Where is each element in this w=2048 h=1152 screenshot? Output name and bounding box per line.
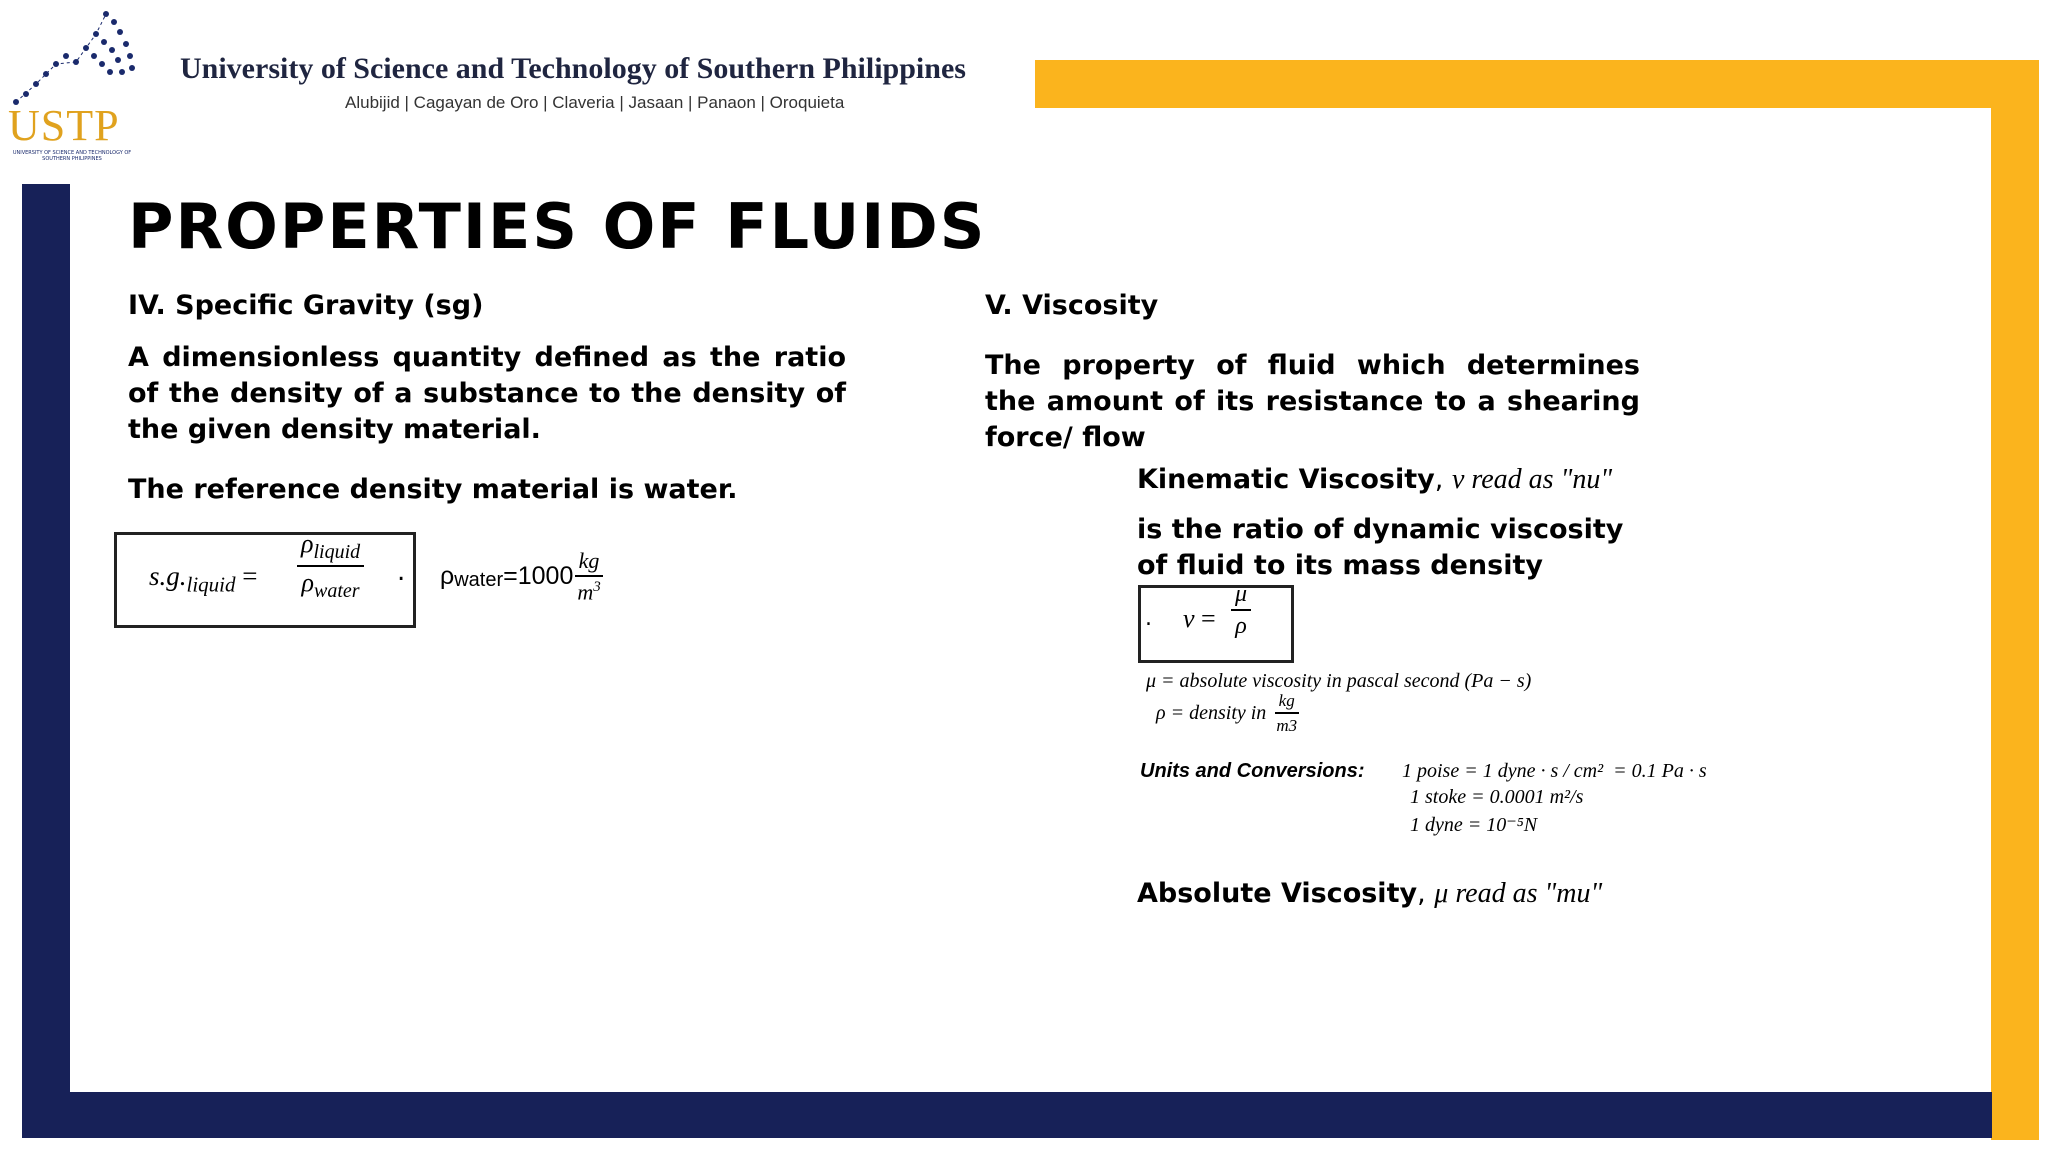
viscosity-heading: V. Viscosity	[985, 290, 1159, 321]
units-line2: 1 stoke = 0.0001 m²/s	[1410, 786, 1584, 808]
viscosity-definition: The property of fluid which determines the amount of its resistance to a shearing force/ flow	[985, 350, 1640, 453]
water-density-value: =1000	[503, 562, 574, 591]
kinematic-rho: ρ	[1235, 613, 1247, 639]
water-density-unit-exp: 3	[593, 579, 601, 595]
mu-definition: μ = absolute viscosity in pascal second (Pa − s)	[1146, 670, 1532, 692]
kinematic-desc-line2: of fluid to its mass density	[1137, 550, 1543, 581]
logo-text: USTP	[8, 101, 120, 150]
reference-material-text: The reference density material is water.	[128, 474, 738, 505]
navy-bottom-bar	[22, 1092, 1992, 1138]
absolute-label: Absolute Viscosity	[1137, 878, 1418, 909]
kinematic-desc-line1: is the ratio of dynamic viscosity	[1137, 514, 1624, 545]
gold-right-bar	[1991, 60, 2039, 1140]
units-line1: 1 poise = 1 dyne · s / cm² = 0.1 Pa · s	[1402, 760, 1707, 782]
kinematic-formula-box	[1138, 581, 1294, 663]
rho-definition-text: ρ = density in	[1156, 701, 1267, 724]
units-label: Units and Conversions:	[1140, 760, 1365, 782]
absolute-viscosity-title	[1137, 878, 1602, 910]
kinematic-symbol-read: ν read as "nu"	[1451, 464, 1613, 495]
campus-list: Alubijid | Cagayan de Oro | Claveria | Jasaan | Panaon | Oroquieta	[345, 93, 845, 112]
university-name: University of Science and Technology of Southern Philippines	[180, 52, 966, 85]
specific-gravity-definition: A dimensionless quantity defined as the ratio of the density of a substance to the density of the given density material.	[128, 342, 846, 445]
specific-gravity-heading: IV. Specific Gravity (sg)	[128, 290, 484, 321]
kinematic-viscosity-title	[1137, 464, 1612, 496]
sg-num-rho: ρ	[301, 529, 314, 558]
absolute-symbol-read: μ read as "mu"	[1434, 878, 1603, 909]
absolute-comma: ,	[1417, 878, 1426, 909]
kinematic-mu: μ	[1231, 582, 1251, 611]
slide-title: PROPERTIES OF FLUIDS	[128, 190, 987, 263]
university-logo	[6, 4, 136, 164]
water-density-unit-num: kg	[575, 550, 604, 577]
units-line3: 1 dyne = 10⁻⁵N	[1410, 814, 1538, 836]
rho-definition	[1156, 692, 1301, 734]
sg-fraction	[297, 531, 364, 601]
kinematic-nu: ν	[1183, 604, 1195, 633]
rho-unit-den: m3	[1276, 716, 1298, 735]
sg-symbol: s.g.	[149, 561, 187, 591]
specific-gravity-formula-box	[114, 529, 416, 628]
sg-subscript: liquid	[186, 572, 236, 597]
navy-left-bar	[22, 184, 70, 1138]
constellation-icon	[6, 4, 136, 114]
sg-den-sub: water	[314, 580, 360, 603]
kinematic-comma: ,	[1434, 464, 1444, 495]
sg-dot: .	[397, 557, 406, 587]
kinematic-label: Kinematic Viscosity	[1137, 464, 1435, 495]
sg-num-sub: liquid	[313, 541, 361, 564]
kinematic-equals: =	[1201, 604, 1216, 633]
water-density-rho: ρ	[440, 562, 455, 591]
water-density-unit-den: m	[577, 579, 594, 605]
water-density	[440, 550, 605, 603]
rho-unit-num: kg	[1275, 692, 1299, 714]
sg-equals: =	[242, 561, 258, 591]
water-density-sub: water	[454, 569, 504, 592]
kinematic-dot: .	[1145, 606, 1152, 631]
sg-den-rho: ρ	[301, 568, 315, 598]
logo-subtext: UNIVERSITY OF SCIENCE AND TECHNOLOGY OF SOUTHERN PHILIPPINES	[12, 150, 132, 162]
gold-top-bar	[1035, 60, 2039, 108]
